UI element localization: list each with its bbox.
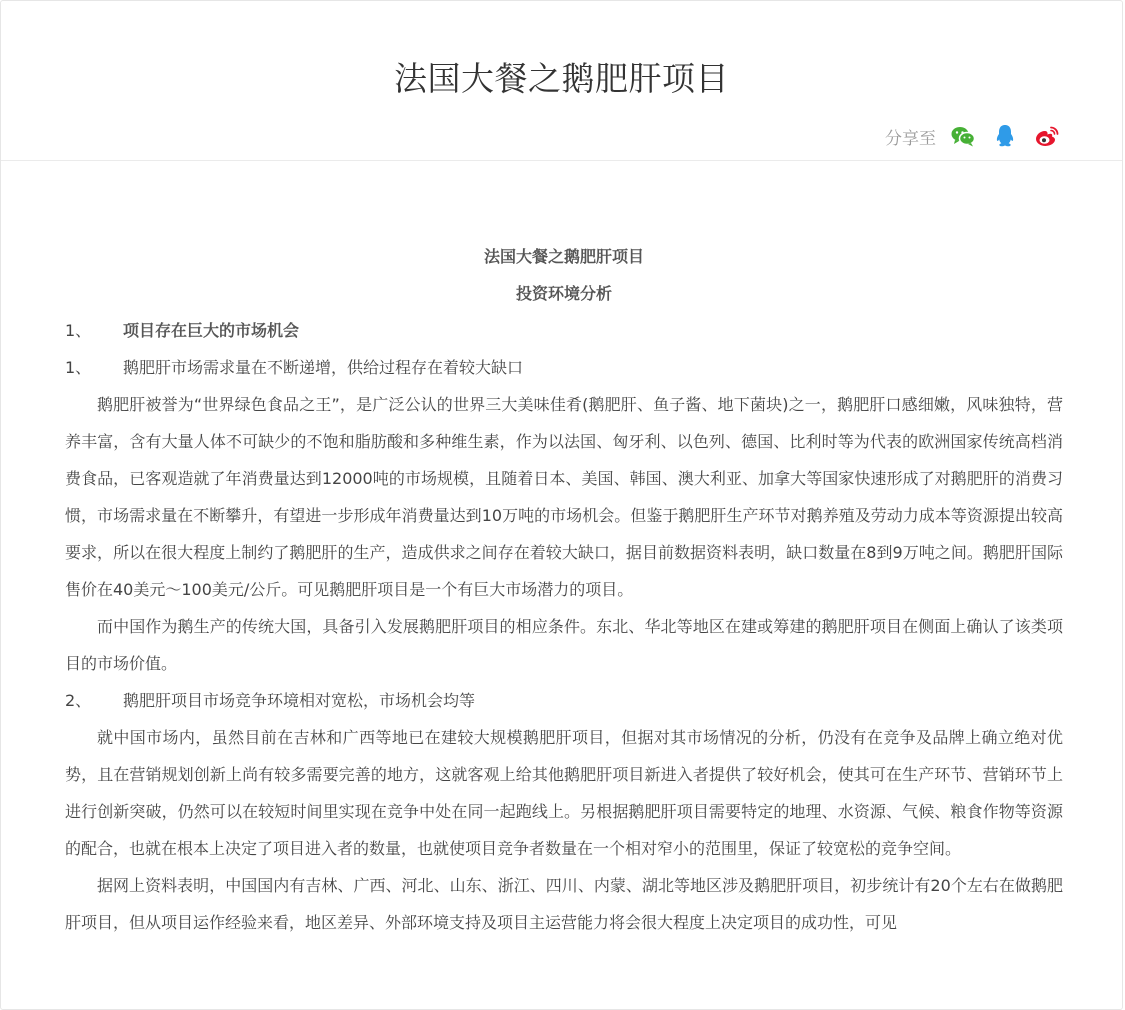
paragraph: 而中国作为鹅生产的传统大国，具备引入发展鹅肥肝项目的相应条件。东北、华北等地区在建或筹建的鹅肥肝项目在侧面上确认了该类项目的市场价值。 bbox=[65, 617, 1063, 673]
subheading-text: 鹅肥肝项目市场竞争环境相对宽松，市场机会均等 bbox=[123, 691, 476, 710]
paragraph: 鹅肥肝被誉为“世界绿色食品之王”，是广泛公认的世界三大美味佳肴(鹅肥肝、鱼子酱、地下菌块)之一，鹅肥肝口感细嫩，风味独特，营养丰富，含有大量人体不可缺少的不饱和脂肪酸和多种维生素，作为以法国、匈牙利、以色列、德国、比利时等为代表的欧洲国家传统高档消费食品，已客观造就了年消费量达到12000吨的市场规模，且随着日本、美国、韩国、澳大利亚、加拿大等国家快速形成了对鹅肥肝的消费习惯，市场需求量在不断攀升，有望进一步形成年消费量达到10万吨的市场机会。但鉴于鹅肥肝生产环节对鹅养殖及劳动力成本等资源提出较高要求，所以在很大程度上制约了鹅肥肝的生产，造成供求之间存在着较大缺口，据目前数据资料表明，缺口数量在8到9万吨之间。鹅肥肝国际售价在40美元～100美元/公斤。可见鹅肥肝项目是一个有巨大市场潜力的项目。 bbox=[65, 395, 1063, 599]
qq-icon[interactable] bbox=[992, 123, 1018, 149]
section-heading bbox=[65, 312, 1063, 349]
article-subtitle: 投资环境分析 bbox=[515, 284, 612, 303]
article-header bbox=[1, 1, 1122, 161]
paragraph: 就中国市场内，虽然目前在吉林和广西等地已在建较大规模鹅肥肝项目，但据对其市场情况的分析，仍没有在竞争及品牌上确立绝对优势，且在营销规划创新上尚有较多需要完善的地方，这就客观上给其他鹅肥肝项目新进入者提供了较好机会，使其可在生产环节、营销环节上进行创新突破，仍然可以在较短时间里实现在竞争中处在同一起跑线上。另根据鹅肥肝项目需要特定的地理、水资源、气候、粮食作物等资源的配合，也就在根本上决定了项目进入者的数量，也就使项目竞争者数量在一个相对窄小的范围里，保证了较宽松的竞争空间。 bbox=[65, 728, 1063, 858]
wechat-icon[interactable] bbox=[950, 123, 976, 149]
section-number: 1、 bbox=[65, 321, 92, 340]
section-text: 项目存在巨大的市场机会 bbox=[123, 321, 300, 340]
subheading bbox=[65, 349, 1063, 386]
share-bar bbox=[885, 121, 1060, 151]
share-label: 分享至 bbox=[885, 128, 936, 149]
subheading-number: 1、 bbox=[65, 358, 92, 377]
weibo-icon[interactable] bbox=[1034, 123, 1060, 149]
article-title: 法国大餐之鹅肥肝项目 bbox=[483, 247, 644, 266]
subheading bbox=[65, 682, 1063, 719]
page-title: 法国大餐之鹅肥肝项目 bbox=[394, 59, 729, 98]
paragraph: 据网上资料表明，中国国内有吉林、广西、河北、山东、浙江、四川、内蒙、湖北等地区涉及鹅肥肝项目，初步统计有20个左右在做鹅肥肝项目，但从项目运作经验来看，地区差异、外部环境支持及项目主运营能力将会很大程度上决定项目的成功性，可见 bbox=[65, 876, 1063, 932]
subheading-text: 鹅肥肝市场需求量在不断递增，供给过程存在着较大缺口 bbox=[123, 358, 524, 377]
article-body bbox=[65, 238, 1063, 941]
subheading-number: 2、 bbox=[65, 691, 92, 710]
